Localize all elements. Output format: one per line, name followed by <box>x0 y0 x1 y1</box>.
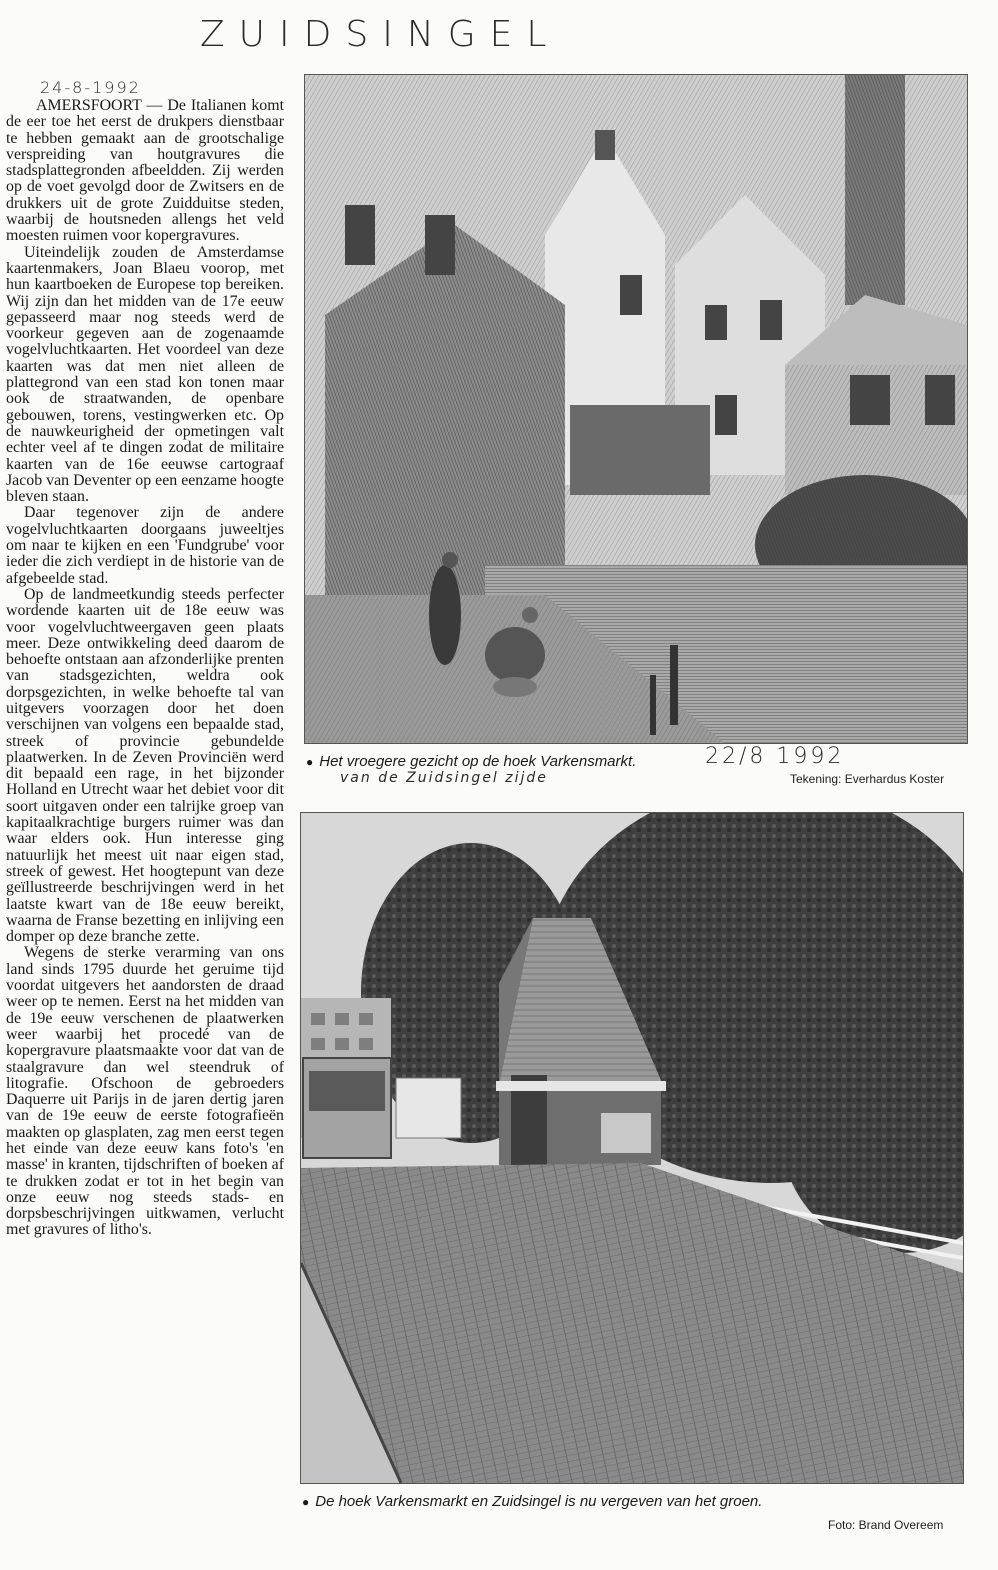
engraving-caption-text: Het vroegere gezicht op de hoek Varkensmarkt. <box>319 753 637 770</box>
caption-bullet-icon: ● <box>306 755 314 769</box>
caption-bullet-icon: ● <box>302 1495 310 1509</box>
engraving-illustration <box>305 75 967 743</box>
photo-credit: Foto: Brand Overeem <box>828 1518 944 1532</box>
article-paragraph: Op de landmeetkundig steeds perfecter wordende kaarten uit de 18e eeuw was voor vogelvluchtweergaven geen plaats meer. Deze ontwikkeling deed daarom de behoefte ontstaan aan afzonderlijke prenten van stadsgezichten, weldra ook dorpsgezichten, in welke behoefte tal van uitgevers voorzagen door het doen verschijnen van volgens een bepaalde stad, streek of provincie gebundelde plaatwerken. In de Zeven Provinciën werd dit bepaald een rage, in het bijzonder Holland en Utrecht waar het debiet voor dit soort uitgaven onder een talrijke groep van kapitaalkrachtige burgers ruimer was dan waar elders ook. Hun interesse ging natuurlijk het meest uit naar eigen stad, streek of gewest. Het hoogtepunt van deze geïllustreerde beschrijvingen werd in het laatste kwart van de 18e eeuw bereikt, waarna de Franse bezetting en inlijving een domper op deze branche zette. <box>6 585 284 946</box>
engraving-credit: Tekening: Everhardus Koster <box>790 772 945 786</box>
article-column <box>6 98 284 1239</box>
article-paragraph: Wegens de sterke verarming van ons land sinds 1795 duurde het geruime tijd voordat uitgevers het aandorsten de draad weer op te nemen. Eerst na het midden van de 19e eeuw verschenen de plaatwerken weer waarbij het procedé van de kopergravure plaatsmaakte voor dat van de staalgravure dan wel steendruk of litografie. Ofschoon de gebroeders Daquerre uit Parijs in de jaren dertig jaren van de 19e eeuw de eerste fotografieën maakten op glasplaten, zag men eerst tegen het einde van deze eeuw kans foto's 'en masse' in kranten, tijdschriften of boeken af te drukken zodat er tot in het begin van onze eeuw nog steeds stads- en dorpsbeschrijvingen uitkwamen, verlucht met gravures of litho's. <box>6 944 284 1239</box>
article-paragraph-text: De Italianen komt de eer toe het eerst de drukpers dienstbaar te hebben gemaakt aan de grootschalige verspreiding van houtgravures die stadsplattegronden afbeeldden. Zij werden op de voet gevolgd door de Zwitsers en de drukkers uit de grote Zuidduitse steden, waarbij de houtsneden allengs het veld moesten ruimen voor kopergravures. <box>6 97 284 245</box>
photo-illustration <box>301 813 963 1483</box>
article-paragraph <box>6 98 284 245</box>
handwritten-note: van de Zuidsingel zijde <box>340 770 548 786</box>
engraving-caption <box>306 753 636 770</box>
article-dateline: AMERSFOORT — <box>36 97 163 114</box>
photo-caption <box>302 1493 762 1510</box>
page-heading: ZUIDSINGEL <box>200 14 561 55</box>
engraving-image <box>304 74 968 744</box>
article-paragraph: Daar tegenover zijn de andere vogelvluchtkaarten doorgaans juweeltjes om naar te kijken en een 'Fundgrube' voor ieder die zich verdiept in de historie van de afgebeelde stad. <box>6 504 284 587</box>
photo-image <box>300 812 964 1484</box>
handwritten-date-2: 22/8 1992 <box>705 744 845 769</box>
article-paragraph: Uiteindelijk zouden de Amsterdamse kaartenmakers, Joan Blaeu voorop, met hun kaartboeken de Europese top bereiken. Wij zijn dan het midden van de 17e eeuw gepasseerd maar nog steeds werd de voorkeur gegeven aan de zogenaamde vogelvluchtkaarten. Het voordeel van deze kaarten was dat men niet alleen de plattegrond van een stad kon tonen maar ook de straatwanden, de openbare gebouwen, torens, vestingwerken etc. Op de nauwkeurigheid der opmetingen valt echter veel af te dingen zodat de militaire kaarten van de 16e eeuwse cartograaf Jacob van Deventer op een eenzame hoogte bleven staan. <box>6 243 284 506</box>
photo-caption-text: De hoek Varkensmarkt en Zuidsingel is nu vergeven van het groen. <box>315 1493 763 1510</box>
handwritten-date: 24-8-1992 <box>40 78 141 97</box>
